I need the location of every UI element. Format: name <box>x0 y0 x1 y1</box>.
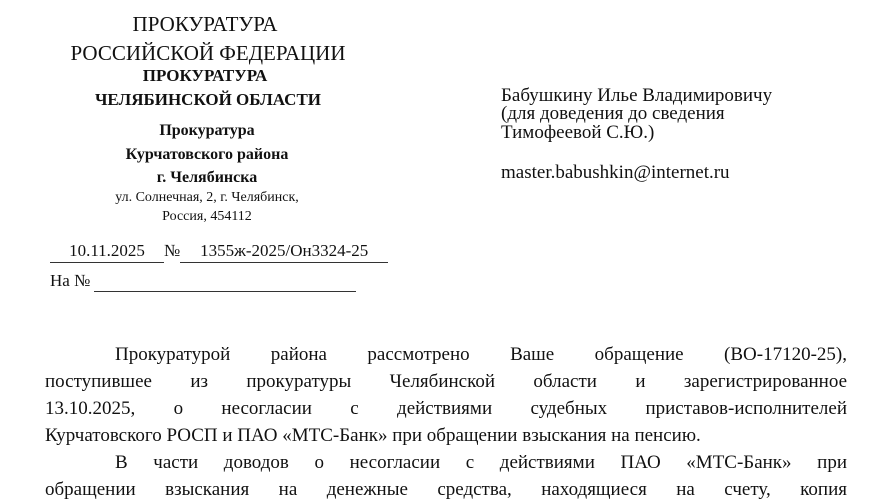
reply-to-line <box>50 270 356 292</box>
letterhead-line: ЧЕЛЯБИНСКОЙ ОБЛАСТИ <box>94 90 322 109</box>
letterhead-line: Прокуратура <box>159 122 255 139</box>
addressee-email: master.babushkin@internet.ru <box>501 162 730 183</box>
addressee-note: (для доведения до сведения <box>501 103 725 124</box>
body-line: Прокуратурой района рассмотрено Ваше обращение (ВО-17120-25), <box>115 344 847 365</box>
body-line: поступившее из прокуратуры Челябинской области и зарегистрированное <box>45 371 847 392</box>
letterhead-line: РОССИЙСКОЙ ФЕДЕРАЦИИ <box>70 41 346 65</box>
body-line: обращении взыскания на денежные средства, находящиеся на счету, копия <box>45 479 847 500</box>
addressee-note: Тимофеевой С.Ю.) <box>501 122 655 143</box>
body-line: В части доводов о несогласии с действиями ПАО «МТС-Банк» при <box>115 452 847 473</box>
letterhead-address: ул. Солнечная, 2, г. Челябинск, <box>115 190 299 205</box>
addressee-name: Бабушкину Илье Владимировичу <box>501 85 773 106</box>
registration-line <box>50 240 388 263</box>
letterhead-line: г. Челябинска <box>156 169 258 186</box>
letterhead-line: ПРОКУРАТУРА <box>132 12 278 36</box>
number-sign: № <box>164 241 181 260</box>
registration-number: 1355ж-2025/Он3324-25 <box>180 240 388 263</box>
registration-date: 10.11.2025 <box>50 240 164 263</box>
body-line: 13.10.2025, о несогласии с действиями судебных приставов-исполнителей <box>45 398 847 419</box>
letterhead-line: Курчатовского района <box>125 146 289 163</box>
letterhead-address: Россия, 454112 <box>162 209 252 224</box>
body-line: Курчатовского РОСП и ПАО «МТС-Банк» при обращении взыскания на пенсию. <box>45 425 701 446</box>
reply-to-blank <box>94 273 356 292</box>
letterhead-line: ПРОКУРАТУРА <box>142 66 268 85</box>
reply-to-label: На № <box>50 271 91 290</box>
